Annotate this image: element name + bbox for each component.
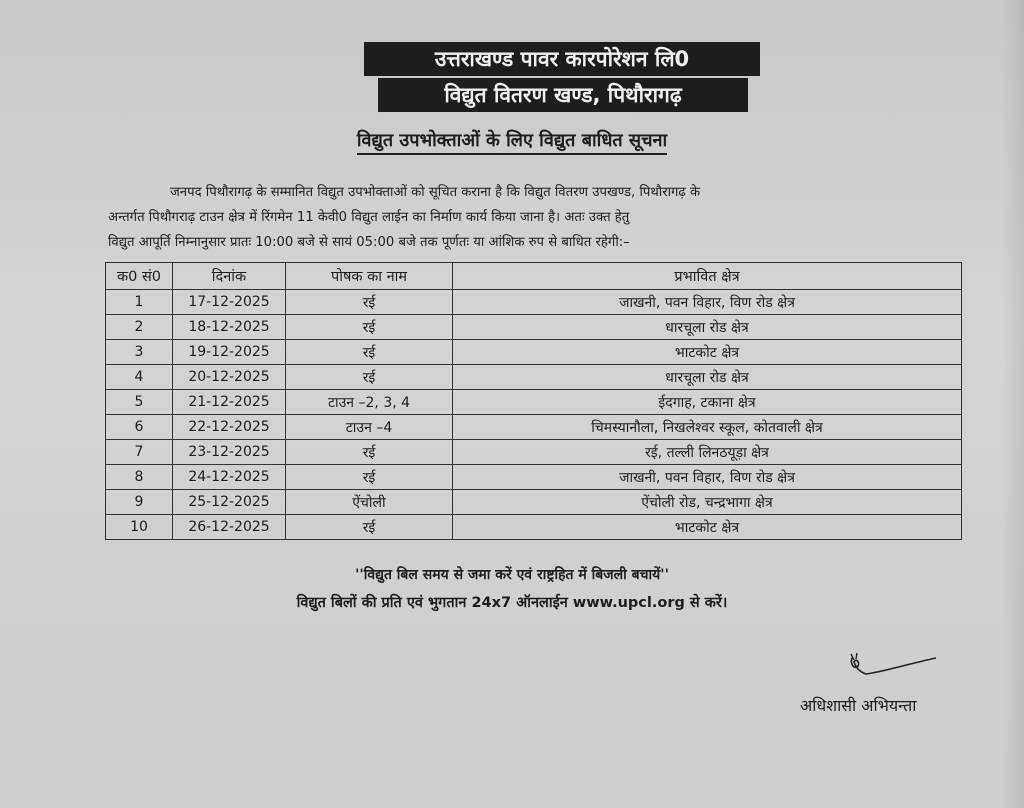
- cell-serial: 10: [106, 515, 173, 540]
- table-row: [106, 290, 962, 315]
- table-row: [106, 315, 962, 340]
- notice-title: [0, 128, 1024, 152]
- cell-date: 25-12-2025: [173, 490, 286, 515]
- cell-affected-area: भाटकोट क्षेत्र: [453, 340, 962, 365]
- table-row: [106, 390, 962, 415]
- body-line-1: जनपद पिथौरागढ़ के सम्मानित विद्युत उपभोक्ताओं को सूचित कराना है कि विद्युत वितरण उपखण्ड, पिथौरागढ़ के: [170, 185, 701, 200]
- cell-date: 17-12-2025: [173, 290, 286, 315]
- cell-affected-area: रई, तल्ली लिनठयूड़ा क्षेत्र: [453, 440, 962, 465]
- cell-affected-area: ऐंचोली रोड, चन्द्रभागा क्षेत्र: [453, 490, 962, 515]
- cell-affected-area: जाखनी, पवन विहार, विण रोड क्षेत्र: [453, 465, 962, 490]
- cell-serial: 4: [106, 365, 173, 390]
- cell-affected-area: ईदगाह, टकाना क्षेत्र: [453, 390, 962, 415]
- table-row: [106, 365, 962, 390]
- cell-affected-area: धारचूला रोड क्षेत्र: [453, 315, 962, 340]
- cell-date: 24-12-2025: [173, 465, 286, 490]
- body-line-2: अन्तर्गत पिथौगराढ़ टाउन क्षेत्र में रिंगमेन 11 केवी0 विद्युत लाईन का निर्माण कार्य किया जाना है। अतः उक्त हेतु: [108, 210, 630, 225]
- cell-serial: 2: [106, 315, 173, 340]
- cell-feeder: टाउन –2, 3, 4: [286, 390, 453, 415]
- table-row: [106, 490, 962, 515]
- signatory-designation: अधिशासी अभियन्ता: [800, 696, 917, 715]
- cell-feeder: टाउन –4: [286, 415, 453, 440]
- table-row: [106, 515, 962, 540]
- table-row: [106, 465, 962, 490]
- header-date: दिनांक: [173, 263, 286, 290]
- cell-feeder: रई: [286, 440, 453, 465]
- cell-affected-area: जाखनी, पवन विहार, विण रोड क्षेत्र: [453, 290, 962, 315]
- cell-date: 23-12-2025: [173, 440, 286, 465]
- cell-feeder: रई: [286, 290, 453, 315]
- cell-affected-area: धारचूला रोड क्षेत्र: [453, 365, 962, 390]
- cell-feeder: ऐंचोली: [286, 490, 453, 515]
- header-feeder: पोषक का नाम: [286, 263, 453, 290]
- cell-date: 26-12-2025: [173, 515, 286, 540]
- cell-serial: 1: [106, 290, 173, 315]
- cell-feeder: रई: [286, 365, 453, 390]
- cell-date: 18-12-2025: [173, 315, 286, 340]
- cell-affected-area: भाटकोट क्षेत्र: [453, 515, 962, 540]
- organization-name: उत्तराखण्ड पावर कारपोरेशन लि0: [364, 42, 760, 76]
- cell-serial: 9: [106, 490, 173, 515]
- cell-date: 21-12-2025: [173, 390, 286, 415]
- cell-serial: 7: [106, 440, 173, 465]
- cell-serial: 6: [106, 415, 173, 440]
- cell-date: 19-12-2025: [173, 340, 286, 365]
- table-row: [106, 440, 962, 465]
- cell-feeder: रई: [286, 340, 453, 365]
- cell-serial: 3: [106, 340, 173, 365]
- signature-mark: [848, 652, 938, 686]
- cell-feeder: रई: [286, 515, 453, 540]
- cell-serial: 5: [106, 390, 173, 415]
- slogan-line-1: ''विद्युत बिल समय से जमा करें एवं राष्ट्रहित में बिजली बचायें'': [355, 567, 669, 583]
- cell-date: 22-12-2025: [173, 415, 286, 440]
- cell-serial: 8: [106, 465, 173, 490]
- notice-title-text: विद्युत उपभोक्ताओं के लिए विद्युत बाधित सूचना: [357, 130, 667, 155]
- table-row: [106, 415, 962, 440]
- cell-date: 20-12-2025: [173, 365, 286, 390]
- cell-feeder: रई: [286, 465, 453, 490]
- header-affected-area: प्रभावित क्षेत्र: [453, 263, 962, 290]
- body-line-3: विद्युत आपूर्ति निम्नानुसार प्रातः 10:00 बजे से सायं 05:00 बजे तक पूर्णतः या आंशिक रुप से बाधित रहेगी:–: [108, 235, 630, 250]
- division-name: विद्युत वितरण खण्ड, पिथौरागढ़: [378, 78, 748, 112]
- slogan-line-2: विद्युत बिलों की प्रति एवं भुगतान 24x7 ऑनलाईन www.upcl.org से करें।: [296, 595, 728, 611]
- cell-feeder: रई: [286, 315, 453, 340]
- table-header-row: [106, 263, 962, 290]
- cell-affected-area: चिमस्यानौला, निखलेश्वर स्कूल, कोतवाली क्षेत्र: [453, 415, 962, 440]
- table-row: [106, 340, 962, 365]
- outage-schedule-table: [105, 262, 962, 540]
- header-serial: क0 सं0: [106, 263, 173, 290]
